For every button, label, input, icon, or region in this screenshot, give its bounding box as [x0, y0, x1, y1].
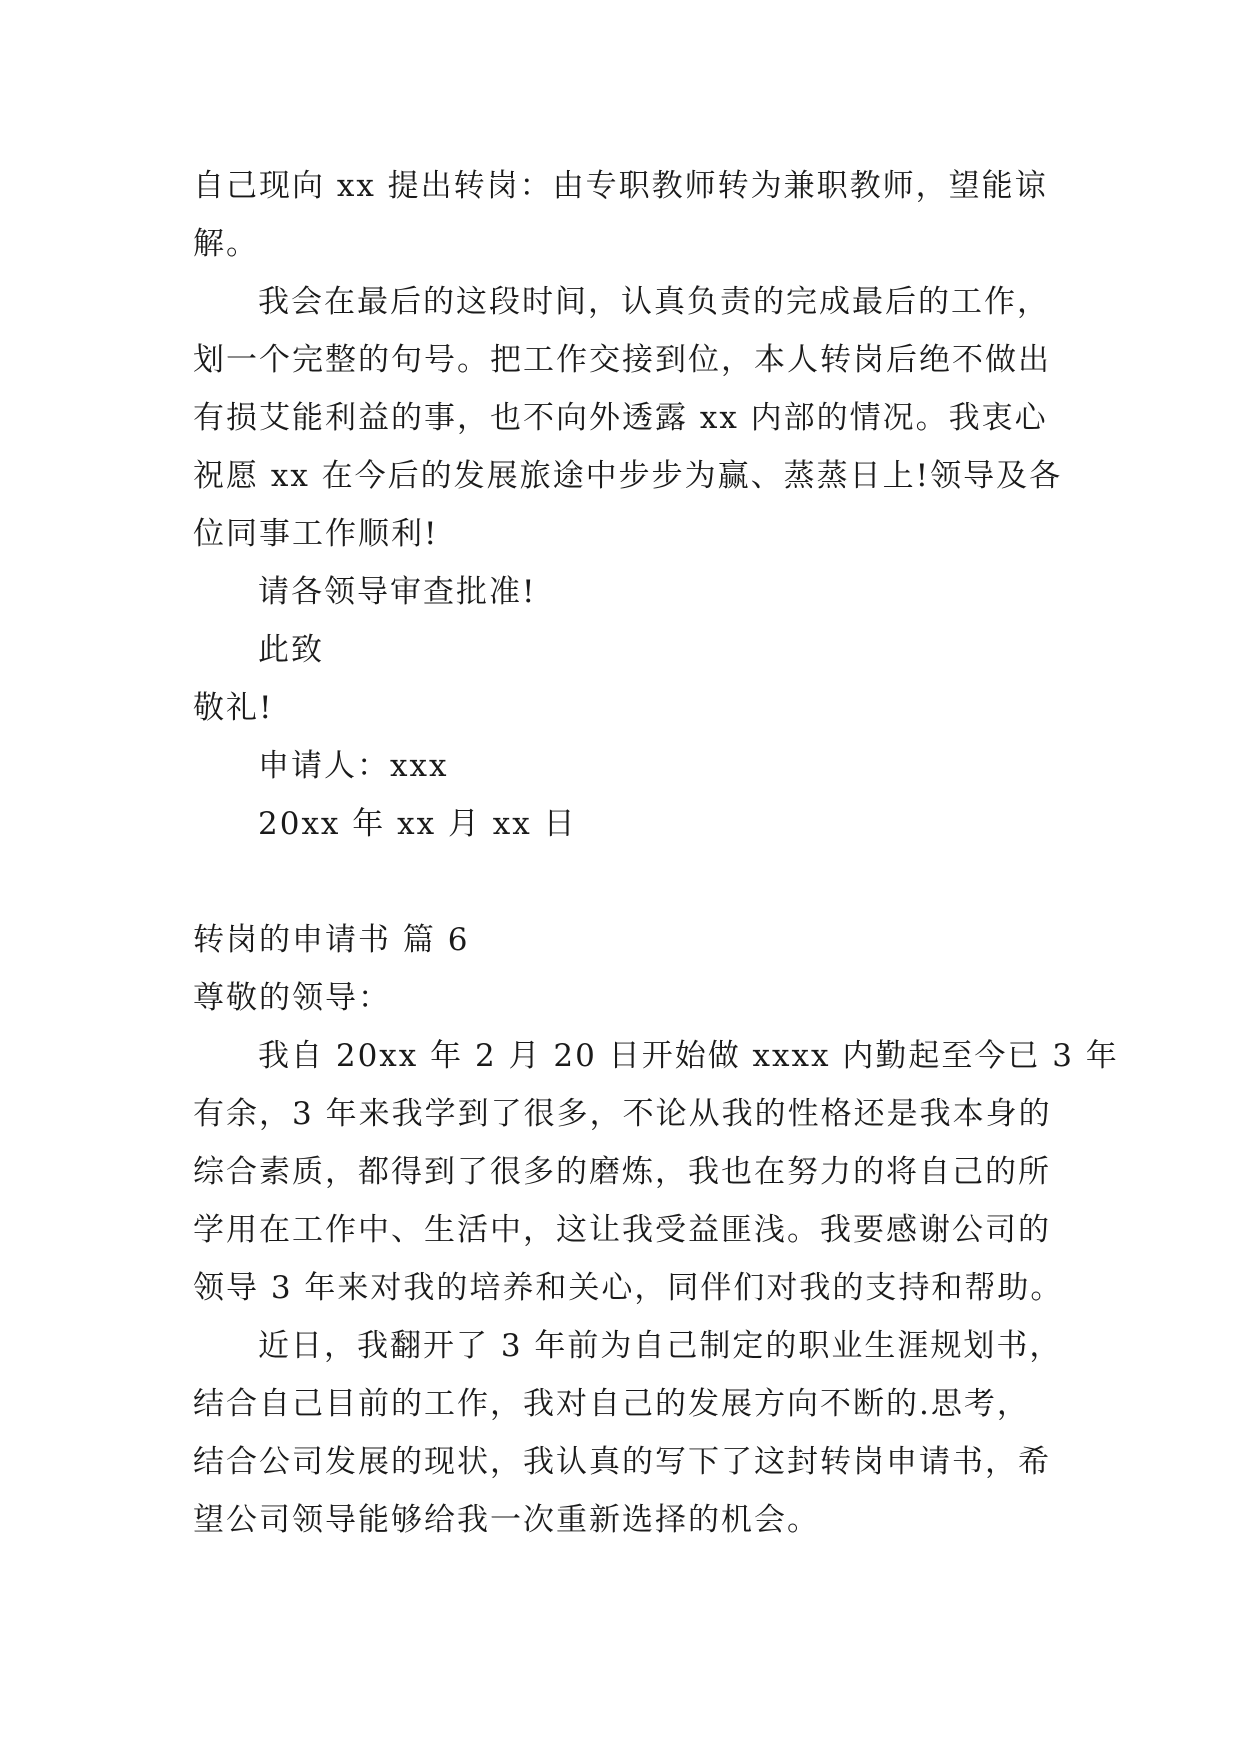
closing-respect: 敬礼! — [193, 690, 274, 726]
text-line: 祝愿 xx 在今后的发展旅途中步步为赢、蒸蒸日上!领导及各 — [193, 458, 1063, 494]
text-line: 学用在工作中、生活中，这让我受益匪浅。我要感谢公司的 — [193, 1212, 1051, 1248]
paragraph-line: 我会在最后的这段时间，认真负责的完成最后的工作， — [258, 284, 1050, 320]
section-heading: 转岗的申请书 篇 6 — [193, 922, 470, 958]
text-line: 结合自己目前的工作，我对自己的发展方向不断的.思考， — [193, 1386, 1030, 1422]
approval-request: 请各领导审查批准! — [258, 574, 537, 610]
text-line: 望公司领导能够给我一次重新选择的机会。 — [193, 1502, 820, 1538]
text-line: 有余，3 年来我学到了很多，不论从我的性格还是我本身的 — [193, 1096, 1052, 1132]
paragraph-line: 近日，我翻开了 3 年前为自己制定的职业生涯规划书， — [258, 1328, 1063, 1364]
text-line: 有损艾能利益的事，也不向外透露 xx 内部的情况。我衷心 — [193, 400, 1048, 436]
text-line: 位同事工作顺利! — [193, 516, 439, 552]
letter-date: 20xx 年 xx 月 xx 日 — [258, 806, 577, 842]
text-line: 划一个完整的句号。把工作交接到位，本人转岗后绝不做出 — [193, 342, 1051, 378]
text-line: 综合素质，都得到了很多的磨炼，我也在努力的将自己的所 — [193, 1154, 1051, 1190]
paragraph-line: 我自 20xx 年 2 月 20 日开始做 xxxx 内勤起至今已 3 年 — [258, 1038, 1119, 1074]
text-line: 结合公司发展的现状，我认真的写下了这封转岗申请书，希 — [193, 1444, 1051, 1480]
applicant-signature: 申请人：xxx — [258, 748, 449, 784]
text-line: 解。 — [193, 226, 259, 262]
text-line: 自己现向 xx 提出转岗：由专职教师转为兼职教师，望能谅 — [193, 168, 1048, 204]
greeting: 尊敬的领导： — [193, 980, 391, 1016]
text-line: 领导 3 年来对我的培养和关心，同伴们对我的支持和帮助。 — [193, 1270, 1064, 1306]
closing-salutation: 此致 — [258, 632, 324, 668]
